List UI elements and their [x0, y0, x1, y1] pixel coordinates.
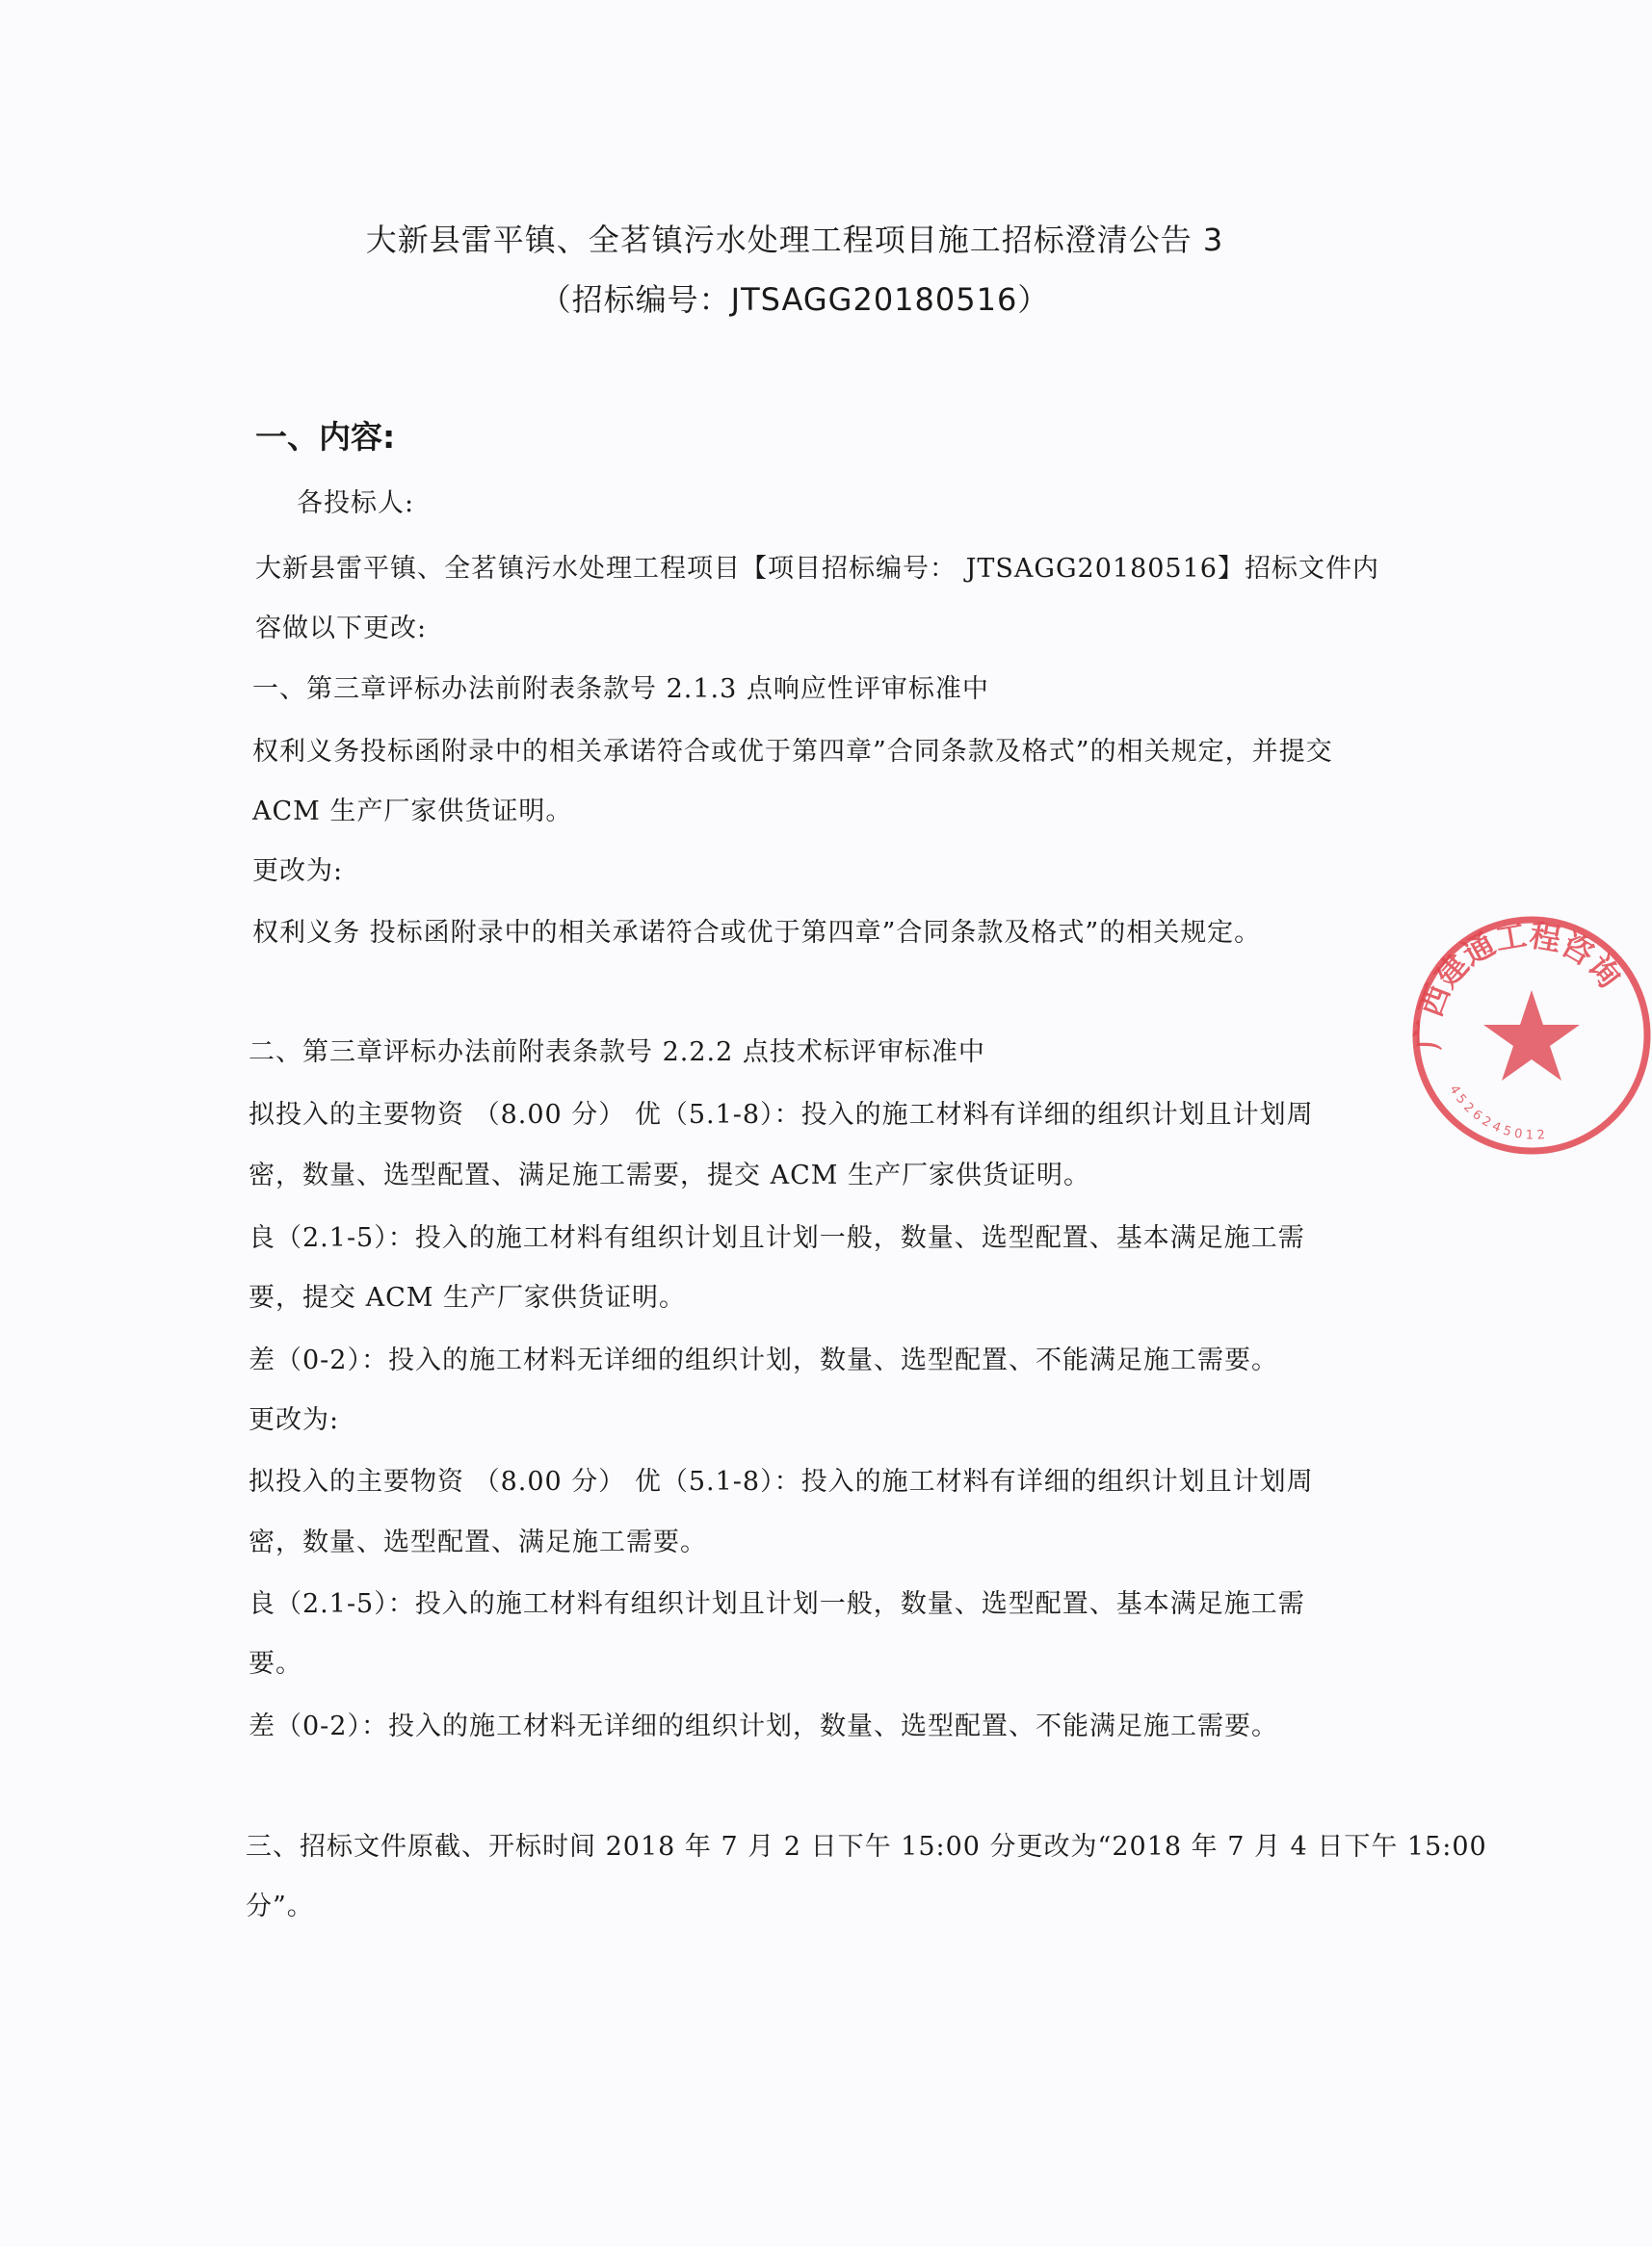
body-line: 良（2.1-5）：投入的施工材料有组织计划且计划一般，数量、选型配置、基本满足施工需: [249, 1589, 1305, 1619]
body-line: 各投标人:: [297, 488, 415, 518]
body-line: 要。: [249, 1649, 302, 1679]
body-line: 良（2.1-5）：投入的施工材料有组织计划且计划一般，数量、选型配置、基本满足施工需: [249, 1223, 1305, 1253]
body-line: 更改为:: [249, 1405, 340, 1435]
body-line: 权利义务投标函附录中的相关承诺符合或优于第四章”合同条款及格式”的相关规定，并提交: [252, 737, 1333, 767]
body-line: 差（0-2）：投入的施工材料无详细的组织计划，数量、选型配置、不能满足施工需要。: [249, 1711, 1278, 1741]
body-line: 更改为:: [252, 856, 344, 886]
body-line: 一、第三章评标办法前附表条款号 2.1.3 点响应性评审标准中: [252, 674, 989, 704]
body-line: ACM 生产厂家供货证明。: [252, 797, 573, 826]
section-heading: 一、内容:: [255, 418, 396, 456]
body-line: 权利义务 投标函附录中的相关承诺符合或优于第四章”合同条款及格式”的相关规定。: [252, 918, 1262, 948]
body-line: 差（0-2）：投入的施工材料无详细的组织计划，数量、选型配置、不能满足施工需要。: [249, 1346, 1278, 1375]
seal-number: 4526245012: [1446, 1083, 1550, 1143]
tender-number: （招标编号：JTSAGG20180516）: [539, 281, 1050, 318]
svg-text:4526245012: [1446, 1083, 1549, 1143]
seal-text: 广西建通工程咨询: [1409, 916, 1629, 1051]
body-line: 分”。: [246, 1892, 314, 1921]
body-line: 三、招标文件原截、开标时间 2018 年 7 月 2 日下午 15:00 分更改为“2018 年 7 月 4 日下午 15:00: [246, 1832, 1487, 1862]
body-line: 拟投入的主要物资 （8.00 分） 优（5.1-8）：投入的施工材料有详细的组织计划且计划周: [249, 1467, 1314, 1497]
body-line: 拟投入的主要物资 （8.00 分） 优（5.1-8）：投入的施工材料有详细的组织计划且计划周: [249, 1100, 1314, 1130]
seal-star-icon: [1483, 990, 1580, 1081]
body-line: 容做以下更改:: [255, 614, 428, 643]
body-line: 密，数量、选型配置、满足施工需要。: [249, 1528, 707, 1557]
body-line: 要，提交 ACM 生产厂家供货证明。: [249, 1283, 686, 1313]
official-seal: [1402, 905, 1652, 1156]
body-line: 密，数量、选型配置、满足施工需要，提交 ACM 生产厂家供货证明。: [249, 1161, 1090, 1190]
body-line: 大新县雷平镇、全茗镇污水处理工程项目【项目招标编号： JTSAGG20180516】招标文件内: [255, 554, 1379, 584]
document-title: 大新县雷平镇、全茗镇污水处理工程项目施工招标澄清公告 3: [365, 222, 1224, 258]
body-line: 二、第三章评标办法前附表条款号 2.2.2 点技术标评审标准中: [249, 1037, 985, 1067]
